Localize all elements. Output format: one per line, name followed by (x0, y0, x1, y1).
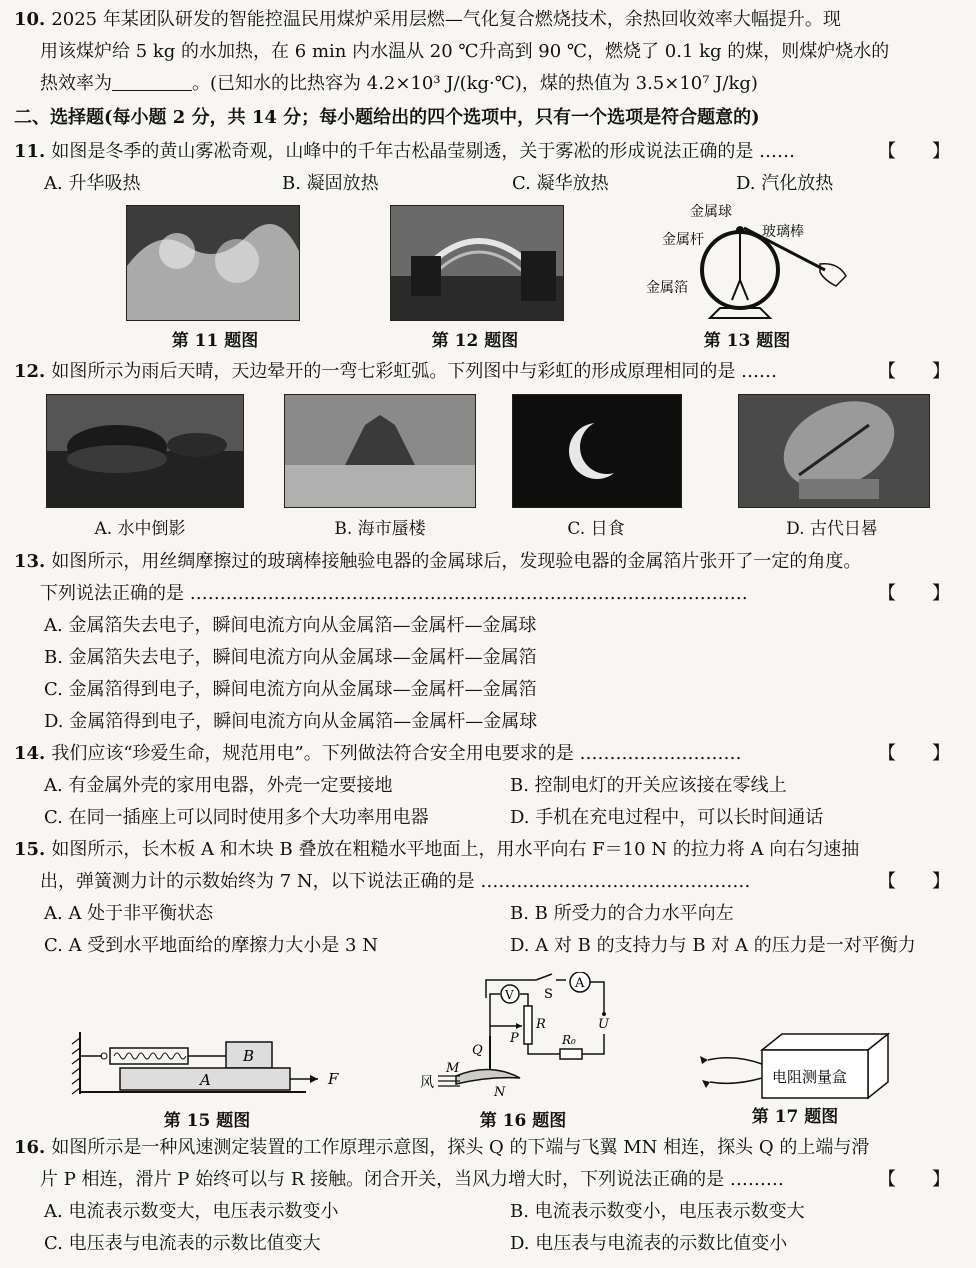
q12-stem: 12. 如图所示为雨后天晴，天边晕开的一弯七彩虹弧。下列图中与彩虹的形成原理相同的是 …… 【 】 (14, 358, 964, 386)
label-F: F (328, 1070, 339, 1088)
q14-option-a: A. 有金属外壳的家用电器，外壳一定要接地 (44, 775, 393, 796)
answer-bracket[interactable]: 【 】 (878, 361, 950, 382)
label-rod: 金属杆 (662, 232, 704, 248)
q13-option-a: A. 金属箔失去电子，瞬间电流方向从金属箔—金属杆—金属球 (44, 615, 537, 636)
q12-photo-eclipse (512, 394, 682, 508)
q10-line2: 用该煤炉给 5 kg 的水加热，在 6 min 内水温从 20 ℃升高到 90 ℃，燃烧了 0.1 kg 的煤，则煤炉烧水的 (40, 41, 890, 62)
answer-blank[interactable] (112, 72, 192, 91)
q16-option-a: A. 电流表示数变大，电压表示数变小 (44, 1201, 339, 1222)
q16-stem-line2: 片 P 相连，滑片 P 始终可以与 R 接触。闭合开关，当风力增大时，下列说法正确的是 ……… 【 】 (40, 1166, 964, 1194)
fig13-caption: 第 13 题图 (703, 331, 791, 351)
fig12-rainbow-photo (390, 205, 564, 321)
label-P: P (510, 1031, 519, 1046)
q15-stem-line2: 出，弹簧测力计的示数始终为 7 N，以下说法正确的是 ……………………………………… 【 】 (40, 868, 964, 896)
q11-option-d: D. 汽化放热 (736, 173, 834, 194)
label-voltmeter: V (505, 988, 514, 1002)
q13-option-d: D. 金属箔得到电子，瞬间电流方向从金属箔—金属杆—金属球 (44, 711, 538, 732)
q12-photo-mirage (284, 394, 476, 508)
q12-option-b: B. 海市蜃楼 (334, 519, 426, 539)
q10-number: 10. (14, 9, 46, 30)
fig16-caption: 第 16 题图 (479, 1111, 567, 1131)
label-R: R (536, 1017, 546, 1032)
q14-stem: 14. 我们应该“珍爱生命，规范用电”。下列做法符合安全用电要求的是 ……………………… 【 】 (14, 740, 964, 768)
section-title: 二、选择题(每小题 2 分，共 14 分；每小题给出的四个选项中，只有一个选项是符合题意的) (14, 107, 760, 128)
q13-stem-line1: 13. 如图所示，用丝绸摩擦过的玻璃棒接触验电器的金属球后，发现验电器的金属箔片张开了一定的角度。 (14, 551, 862, 572)
q12-photo-reflection (46, 394, 244, 508)
fig12-caption: 第 12 题图 (431, 331, 519, 351)
answer-bracket[interactable]: 【 】 (878, 743, 950, 764)
label-R0: R₀ (562, 1033, 576, 1047)
q13-option-c: C. 金属箔得到电子，瞬间电流方向从金属球—金属杆—金属箔 (44, 679, 537, 700)
q10-line1: 10. 2025 年某团队研发的智能控温民用煤炉采用层燃—气化复合燃烧技术，余热回收效率大幅提升。现 (14, 9, 841, 30)
fig17-resistance-box (694, 1030, 904, 1102)
q16-option-d: D. 电压表与电流表的示数比值变小 (510, 1233, 788, 1254)
q11-option-c: C. 凝华放热 (512, 173, 609, 194)
label-M: M (446, 1061, 460, 1076)
fig11-rime-photo (126, 205, 300, 321)
q14-option-b: B. 控制电灯的开关应该接在零线上 (510, 775, 787, 796)
q11-option-a: A. 升华吸热 (44, 173, 141, 194)
label-glass: 玻璃棒 (762, 224, 804, 240)
fig13-electroscope-diagram (640, 200, 860, 325)
q13-stem-line2: 下列说法正确的是 ………………………………………………………………………………… 【 】 (40, 580, 964, 608)
fig15-caption: 第 15 题图 (163, 1111, 251, 1131)
q14-option-c: C. 在同一插座上可以同时使用多个大功率用电器 (44, 807, 429, 828)
q15-option-a: A. A 处于非平衡状态 (44, 903, 214, 924)
label-Q: Q (472, 1043, 483, 1058)
q12-option-d: D. 古代日晷 (786, 519, 878, 539)
answer-bracket[interactable]: 【 】 (878, 583, 950, 604)
fig15-spring-scale-diagram (66, 1030, 356, 1100)
fig16-wind-sensor-circuit (420, 972, 620, 1102)
fig11-caption: 第 11 题图 (171, 331, 259, 351)
answer-bracket[interactable]: 【 】 (878, 141, 950, 162)
q10-line3: 热效率为 。(已知水的比热容为 4.2×10³ J/(kg·℃)，煤的热值为 3.5×10⁷ J/kg) (40, 73, 758, 94)
q15-stem-line1: 15. 如图所示，长木板 A 和木块 B 叠放在粗糙水平地面上，用水平向右 F＝10 N 的拉力将 A 向右匀速抽 (14, 839, 860, 860)
q15-option-d: D. A 对 B 的支持力与 B 对 A 的压力是一对平衡力 (510, 935, 916, 956)
label-ball: 金属球 (690, 204, 732, 220)
q16-option-b: B. 电流表示数变小，电压表示数变大 (510, 1201, 805, 1222)
answer-bracket[interactable]: 【 】 (878, 1169, 950, 1190)
q12-option-a: A. 水中倒影 (94, 519, 186, 539)
q14-option-d: D. 手机在充电过程中，可以长时间通话 (510, 807, 824, 828)
fig17-caption: 第 17 题图 (751, 1107, 839, 1127)
q11-stem: 11. 如图是冬季的黄山雾凇奇观，山峰中的千年古松晶莹剔透，关于雾凇的形成说法正确的是 …… 【 】 (14, 138, 964, 166)
q15-option-b: B. B 所受力的合力水平向左 (510, 903, 734, 924)
q15-option-c: C. A 受到水平地面给的摩擦力大小是 3 N (44, 935, 378, 956)
q12-option-c: C. 日食 (567, 519, 625, 539)
q12-photo-sundial (738, 394, 930, 508)
label-switch: S (544, 987, 553, 1002)
label-ammeter: A (575, 976, 585, 991)
label-foil: 金属箔 (646, 280, 688, 296)
q16-option-c: C. 电压表与电流表的示数比值变大 (44, 1233, 321, 1254)
label-box: 电阻测量盒 (772, 1068, 848, 1086)
q16-stem-line1: 16. 如图所示是一种风速测定装置的工作原理示意图，探头 Q 的下端与飞翼 MN 相连，探头 Q 的上端与滑 (14, 1137, 870, 1158)
label-U: U (598, 1017, 609, 1032)
q11-option-b: B. 凝固放热 (282, 173, 379, 194)
answer-bracket[interactable]: 【 】 (878, 871, 950, 892)
label-wind: 风 (420, 1075, 434, 1091)
label-N: N (494, 1085, 506, 1100)
label-A: A (200, 1071, 211, 1089)
label-B: B (243, 1047, 255, 1065)
q13-option-b: B. 金属箔失去电子，瞬间电流方向从金属球—金属杆—金属箔 (44, 647, 537, 668)
